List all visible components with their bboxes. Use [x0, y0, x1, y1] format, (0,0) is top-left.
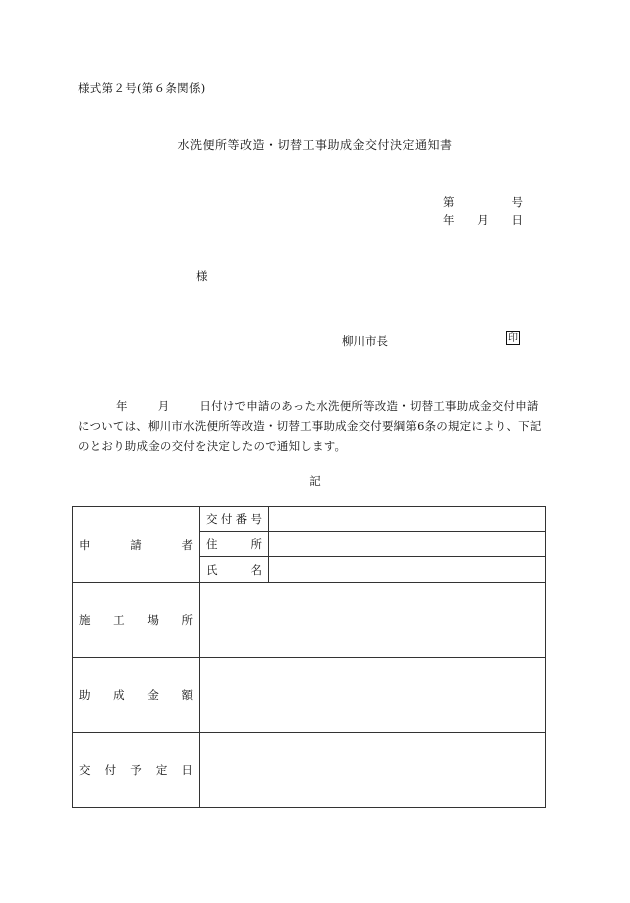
applicant-label: 申 請 者: [79, 537, 193, 552]
body-text: 日付けで申請のあった水洗便所等改造・切替工事助成金交付申請については、柳川市水洗便所等改造・切替工事助成金交付要綱第6条の規定により、下記のとおり助成金の交付を決定したので通知します。: [78, 399, 542, 453]
notice-body: [78, 396, 548, 456]
ki-heading: 記: [309, 474, 321, 488]
construction-site-field[interactable]: [200, 583, 546, 658]
number-suffix: 号: [511, 195, 523, 209]
name-field[interactable]: [269, 557, 546, 583]
subsidy-amount-label: 助 成 金 額: [73, 658, 200, 733]
grant-number-label: 交 付 番 号: [200, 507, 269, 532]
document-number: [443, 194, 523, 210]
table-row: [73, 733, 546, 808]
body-year: 年: [116, 399, 128, 413]
details-table: [72, 506, 546, 808]
form-reference: 様式第２号(第６条関係): [78, 81, 206, 95]
addressee-honorific: 様: [196, 269, 208, 283]
document-date: [443, 212, 523, 228]
sender-name: 柳川市長: [342, 334, 388, 348]
construction-site-label: 施 工 場 所: [73, 583, 200, 658]
address-label: 住 所: [200, 532, 269, 557]
subsidy-amount-field[interactable]: [200, 658, 546, 733]
table-row: [73, 583, 546, 658]
date-month: 月: [477, 213, 489, 227]
document-title: 水洗便所等改造・切替工事助成金交付決定通知書: [177, 138, 453, 152]
name-label: 氏 名: [200, 557, 269, 583]
scheduled-date-label: 交 付 予 定 日: [73, 733, 200, 808]
scheduled-date-field[interactable]: [200, 733, 546, 808]
seal-stamp: 印: [508, 333, 518, 344]
date-day: 日: [511, 213, 523, 227]
table-row: [73, 658, 546, 733]
number-prefix: 第: [443, 195, 455, 209]
grant-number-field[interactable]: [269, 507, 546, 532]
table-row: [73, 507, 546, 532]
address-field[interactable]: [269, 532, 546, 557]
date-year: 年: [443, 213, 455, 227]
body-month: 月: [157, 399, 170, 413]
applicant-label-cell: [73, 507, 200, 583]
